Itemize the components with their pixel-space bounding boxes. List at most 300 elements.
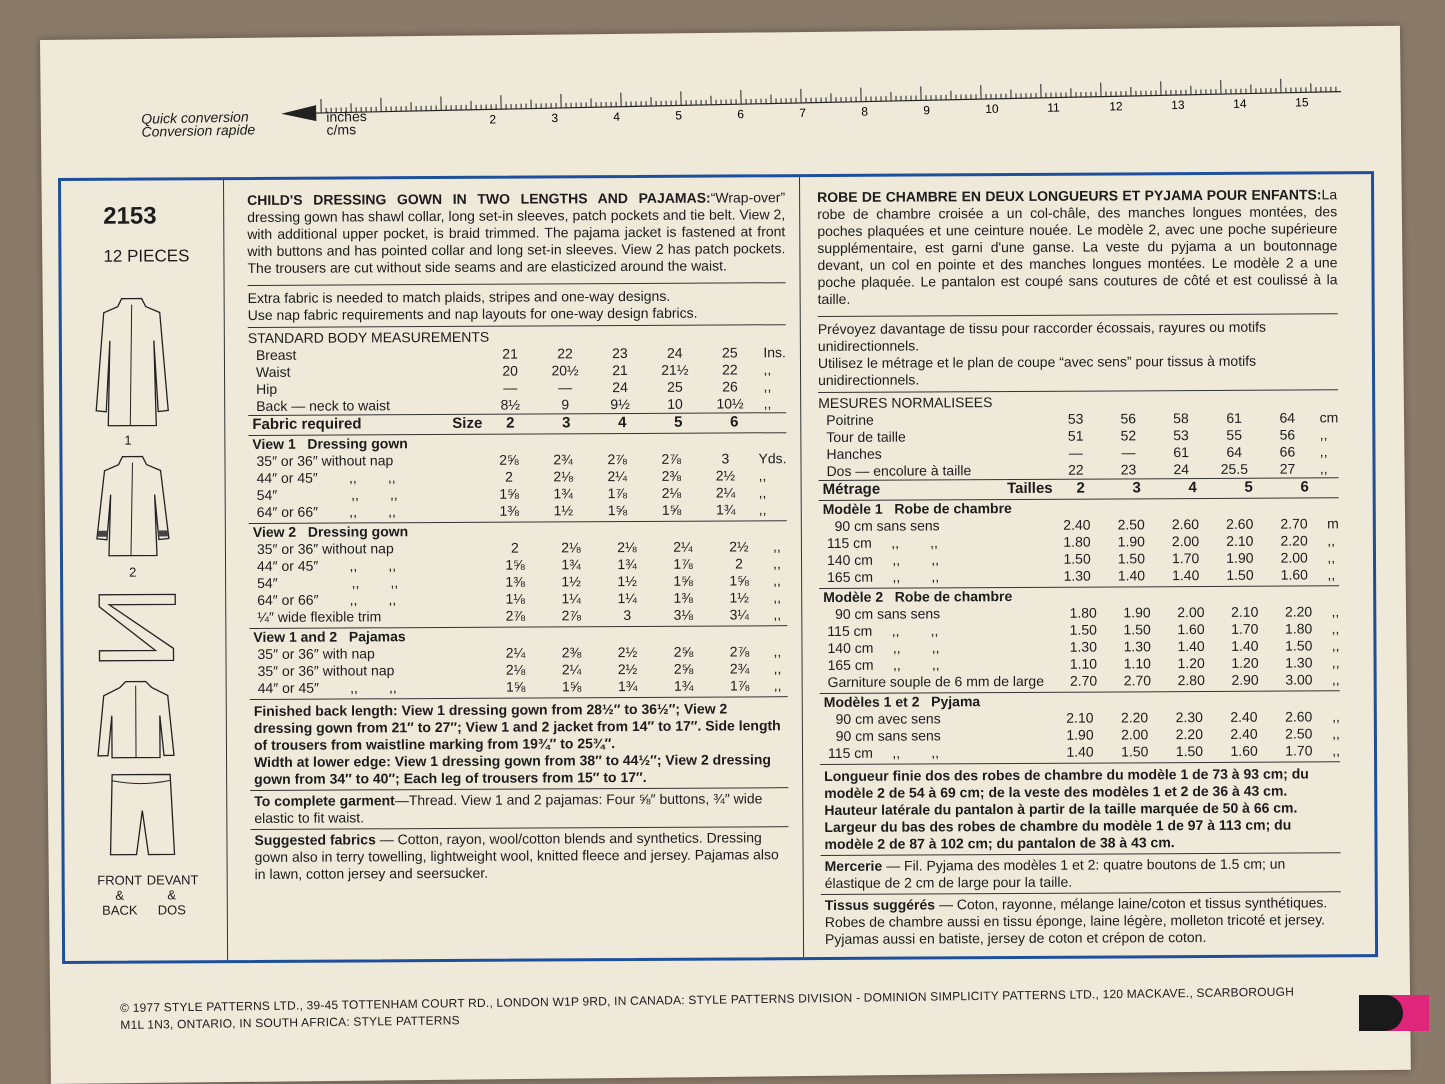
unit: ,,: [772, 538, 781, 555]
cell-value: 1⅝: [729, 572, 749, 589]
belt-sketch: [93, 590, 183, 665]
cell-value: 25: [667, 378, 683, 395]
size-label: Size: [452, 414, 483, 432]
cell-value: 9: [561, 396, 570, 413]
cell-value: 2⅜: [661, 467, 682, 484]
devant-dos-caption: [147, 872, 197, 917]
row-label: Hip: [256, 380, 278, 397]
cell-value: 64: [1279, 409, 1296, 426]
data-table: [248, 344, 786, 415]
notions: [821, 853, 1341, 892]
cell-value: 2: [510, 539, 519, 556]
row-label: 115 cm ,, ,,: [827, 744, 940, 761]
spacer: [762, 413, 786, 430]
view1-gown-sketch: [92, 290, 173, 430]
cell-value: 3⅛: [673, 606, 694, 623]
cell-value: 24: [666, 344, 683, 361]
cell-value: 1⅝: [561, 678, 582, 695]
ruler-label: 2: [489, 112, 497, 127]
cell-value: 1.50: [1123, 621, 1151, 638]
cell-value: 1.50: [1063, 550, 1091, 567]
cell-value: 1⅝: [673, 572, 693, 589]
pattern-number: 2153: [103, 202, 157, 230]
cell-value: 1⅝: [505, 678, 526, 695]
cell-value: 1¾: [561, 556, 581, 573]
cell-value: 53: [1173, 427, 1189, 444]
caption-line: FRONT: [97, 872, 143, 888]
cell-value: —: [1121, 444, 1136, 461]
cell-value: 10½: [716, 395, 744, 412]
unit: ,,: [758, 467, 767, 484]
cell-value: 2½: [715, 467, 736, 484]
cell-value: 2¼: [607, 468, 628, 485]
ruler-label: 4: [613, 109, 621, 124]
cell-value: 22: [557, 345, 573, 362]
cell-value: 1⅞: [607, 485, 628, 502]
cell-value: 1.40: [1117, 567, 1146, 584]
ruler-label: 3: [551, 111, 559, 126]
unit: ,,: [758, 501, 767, 518]
size-header: 3: [1132, 479, 1141, 497]
unit: ,,: [1319, 426, 1328, 443]
view2-gown-sketch: [92, 450, 173, 560]
row-label: 90 cm sans sens: [826, 517, 940, 534]
fabrics-text: — Coton, rayonne, mélange laine/coton et tissus synthétiques. Robes de chambre aussi en tissu éponge, laine légère, molleton tricoté et jersey. Pyjamas aussi en batiste, jersey de coton et crépon de coton.: [824, 894, 1328, 947]
table-row: [820, 671, 1340, 691]
data-table: [818, 409, 1338, 480]
cell-value: 21½: [661, 361, 689, 378]
cell-value: 1½: [553, 502, 574, 519]
cell-value: 1⅝: [505, 556, 525, 573]
cell-value: 2.80: [1177, 672, 1205, 689]
fabric-required: Métrage: [822, 480, 881, 499]
cell-value: 2.50: [1117, 516, 1145, 533]
unit: ,,: [1319, 443, 1328, 460]
fabrics-label: Suggested fabrics: [254, 831, 376, 848]
unit: ,,: [772, 555, 781, 572]
cell-value: 2.20: [1284, 603, 1313, 620]
size-header-row: [819, 478, 1339, 498]
cell-value: 1¾: [617, 677, 638, 695]
table-row: [249, 501, 787, 521]
data-table: [249, 521, 788, 626]
cell-value: 1.40: [1177, 638, 1205, 655]
cell-value: 1½: [617, 572, 637, 590]
size-header: 5: [674, 413, 683, 431]
description: [247, 177, 786, 277]
row-label: 35″ or 36″ without nap: [256, 540, 394, 557]
width-lower-edge: Largeur du bas des robes de chambre du modèle 1 de 97 à 113 cm; du modèle 2 de 87 à 102 cm; du pantalon de 38 à 43 cm.: [824, 816, 1292, 852]
cell-value: 2.60: [1226, 515, 1254, 532]
cell-value: 2: [505, 468, 513, 485]
unit: m: [1327, 515, 1339, 532]
cell-value: 2.60: [1284, 708, 1313, 725]
cell-value: 27: [1279, 460, 1296, 477]
cell-value: 24: [612, 379, 628, 396]
row-label: 54″ ,, ,,: [256, 486, 398, 503]
fabric-required-label: [248, 415, 482, 433]
cell-value: 22: [1068, 461, 1084, 478]
unit: ,,: [773, 572, 781, 589]
cell-value: 2: [735, 555, 743, 572]
caption-line: DEVANT: [146, 872, 199, 888]
ruler-label: 10: [985, 101, 999, 117]
unit: ,,: [773, 606, 782, 623]
cell-value: 56: [1120, 410, 1137, 427]
size-header: 5: [1244, 478, 1253, 496]
cell-value: 1.90: [1117, 533, 1145, 550]
cell-value: 2.90: [1231, 671, 1259, 688]
notions-label: Mercerie: [824, 857, 883, 874]
measurements-title: MESURES NORMALISEES: [818, 394, 993, 412]
description-text: La robe de chambre croisée a un col-châle, des manches longues montées, des poches plaquées et une ceinture nouée. Le modèle 2, avec une poche supérieure supplémentaire, est garni d'une ganse. La veste du pyjama a un boutonnage devant, un col en pointe et des manches longues montées. Le modèle 2 a une poche plaquée. Le pantalon est coupé sans coutures de côté et est coulissé à la taille.: [817, 186, 1338, 308]
cell-value: 56: [1279, 426, 1296, 443]
cell-value: 1.60: [1280, 566, 1308, 583]
cell-value: 2½: [617, 660, 638, 678]
cell-value: 64: [1226, 443, 1243, 460]
table-row: [819, 566, 1339, 586]
cell-value: 58: [1173, 410, 1189, 427]
cell-value: 2.70: [1069, 672, 1098, 689]
row-label: 165 cm ,, ,,: [827, 568, 940, 585]
row-label: ¼″ wide flexible trim: [257, 608, 382, 625]
row-label: 35″ or 36″ without nap: [256, 452, 394, 469]
row-label: 35″ or 36″ with nap: [257, 645, 375, 662]
cell-value: 3: [623, 607, 632, 624]
row-label: 140 cm ,, ,,: [826, 551, 940, 568]
size-header: 6: [1300, 478, 1309, 496]
size-header: 2: [1076, 479, 1085, 497]
cell-value: 1.40: [1172, 567, 1200, 584]
cell-value: 2.70: [1280, 515, 1308, 532]
cell-value: 2⅛: [661, 484, 682, 501]
row-label: Poitrine: [826, 411, 874, 428]
cell-value: 2.20: [1120, 709, 1149, 726]
cell-value: 3¼: [729, 606, 750, 623]
fig2-caption: 2: [129, 564, 137, 580]
cell-value: 2⅞: [607, 451, 627, 468]
data-table: [820, 691, 1340, 762]
cell-value: 9½: [610, 396, 630, 413]
unit: ,,: [1327, 566, 1336, 583]
cell-value: 2.00: [1280, 549, 1308, 566]
caption-line: &: [167, 887, 177, 903]
row-label: Hanches: [826, 445, 882, 462]
pajama-trousers-sketch: [104, 770, 179, 860]
cell-value: 2.40: [1230, 725, 1258, 742]
cell-value: 24: [1173, 461, 1190, 478]
cell-value: —: [1068, 444, 1083, 461]
cell-value: 2.10: [1066, 709, 1094, 726]
cell-value: 53: [1067, 410, 1084, 427]
ruler-label: 6: [737, 107, 745, 122]
title: CHILD'S DRESSING GOWN IN TWO LENGTHS AND PAJAMAS:: [247, 189, 711, 209]
unit: ,,: [773, 677, 782, 694]
cell-value: 1.50: [1117, 550, 1146, 567]
cell-value: 1.40: [1066, 743, 1094, 760]
finished-back-length: Longueur finie dos des robes de chambre du modèle 1 de 73 à 93 cm; du modèle 2 de 54 à 69 cm; de la veste des modèles 1 et 2 de 36 à 43 cm. Hauteur latérale du pantalon à partir de la taille marquée de 50 à 66 cm.: [824, 765, 1309, 818]
unit: ,,: [763, 378, 772, 395]
data-table: [819, 478, 1339, 498]
cell-value: 2.60: [1171, 516, 1200, 533]
cell-value: 1.30: [1063, 567, 1091, 584]
row-label: Breast: [255, 346, 297, 363]
fabrics-text: — Cotton, rayon, wool/cotton blends and synthetics. Dressing gown also in terry towelling, lightweight wool, knitted fleece and jersey. Pajamas also in lawn, cotton jersey and seersucker.: [254, 829, 779, 882]
cell-value: 2⅛: [505, 661, 526, 678]
unit: ,,: [1332, 742, 1341, 759]
caption-line: &: [115, 887, 125, 903]
cell-value: 2.10: [1231, 603, 1259, 620]
group-title: View 2 Dressing gown: [252, 523, 409, 540]
unit: ,,: [773, 643, 782, 660]
row-label: Tour de taille: [826, 428, 906, 445]
cell-value: 1⅝: [499, 485, 519, 502]
cell-value: 1.20: [1231, 654, 1259, 671]
unit: ,,: [1327, 532, 1336, 549]
row-label: Dos — encolure à taille: [826, 462, 972, 479]
cell-value: 1¼: [617, 589, 637, 607]
cell-value: 2⅞: [505, 607, 526, 624]
cell-value: 25.5: [1220, 460, 1249, 477]
row-label: 35″ or 36″ without nap: [257, 662, 395, 679]
cell-value: 2.20: [1280, 532, 1308, 549]
size-header-row: [248, 413, 786, 433]
row-label: 64″ or 66″ ,, ,,: [257, 591, 397, 608]
cell-value: 3.00: [1285, 671, 1313, 688]
size-header: 6: [730, 413, 739, 431]
group-title: Modèles 1 et 2 Pyjama: [823, 693, 981, 710]
notions-label: To complete garment: [254, 792, 395, 809]
cell-value: 1½: [729, 589, 749, 606]
cell-value: 1⅝: [661, 501, 682, 518]
cell-value: 1¾: [673, 677, 694, 694]
row-label: Waist: [255, 363, 291, 380]
ruler-label: 14: [1233, 96, 1247, 111]
front-back-caption: [95, 873, 145, 918]
cell-value: 1.50: [1175, 743, 1204, 760]
cell-value: 1.70: [1231, 620, 1259, 637]
fabrics-label: Tissus suggérés: [824, 896, 936, 913]
rule: [248, 282, 786, 286]
cell-value: 1.90: [1123, 604, 1151, 621]
cell-value: 2⅛: [561, 539, 581, 556]
unit: ,,: [1331, 671, 1340, 688]
row-label: 115 cm ,, ,,: [827, 622, 939, 639]
note1: Prévoyez davantage de tissu pour raccorder écossais, rayures ou motifs unidirectionnels.: [817, 318, 1267, 355]
size-header: 2: [506, 414, 515, 432]
cell-value: 2.00: [1120, 726, 1149, 743]
cell-value: 2¼: [673, 538, 693, 555]
notions-text: — Fil. Pyjama des modèles 1 et 2: quatre boutons de 1.5 cm; un élastique de 2 cm de large pour la taille.: [824, 855, 1286, 891]
row-label: 54″ ,, ,,: [257, 574, 399, 591]
instruction-panel: [58, 171, 1378, 964]
column-divider: [799, 177, 804, 957]
row-label: 140 cm ,, ,,: [827, 639, 940, 656]
row-label: 44″ or 45″ ,, ,,: [257, 679, 397, 696]
cell-value: 1.80: [1069, 604, 1097, 621]
cell-value: 1.50: [1285, 637, 1313, 654]
notions-text: —Thread. View 1 and 2 pajamas: Four ⅝″ buttons, ¾″ wide elastic to fit waist.: [254, 790, 763, 826]
cell-value: 1¾: [617, 555, 637, 573]
cell-value: 1.30: [1285, 654, 1313, 671]
fabric-required-label: [819, 480, 1053, 498]
unit: Yds.: [758, 450, 787, 467]
cell-value: 66: [1279, 443, 1296, 460]
unit: ,,: [1319, 460, 1328, 477]
cell-value: 20: [502, 362, 518, 379]
cell-value: 1.20: [1177, 655, 1205, 672]
spacer: [1333, 478, 1339, 495]
unit: cm: [1319, 409, 1339, 426]
cell-value: 23: [612, 345, 628, 362]
cell-value: 2.20: [1175, 726, 1204, 743]
cell-value: 51: [1067, 427, 1084, 444]
pieces-count: 12 PIECES: [103, 246, 190, 266]
cell-value: 2¼: [505, 644, 526, 661]
unit: ,,: [1332, 725, 1340, 742]
size-header: 4: [618, 414, 627, 432]
cell-value: 1.60: [1230, 742, 1258, 759]
row-label: Garniture souple de 6 mm de large: [827, 672, 1045, 690]
cell-value: 1.10: [1123, 655, 1151, 672]
cell-value: 1.40: [1231, 637, 1259, 654]
data-table: [249, 626, 787, 697]
cell-value: 61: [1173, 444, 1189, 461]
cell-value: 2.30: [1175, 709, 1203, 726]
cell-value: 1¾: [553, 485, 573, 502]
cell-value: 1½: [561, 573, 581, 590]
ruler-label: 5: [675, 108, 683, 123]
cell-value: 2⅜: [561, 644, 582, 661]
row-label: 90 cm sans sens: [827, 605, 941, 622]
cell-value: 26: [722, 378, 738, 395]
cell-value: 2.70: [1123, 672, 1152, 689]
group-title: View 1 Dressing gown: [252, 435, 408, 452]
cell-value: 2¼: [715, 484, 736, 501]
group-title: Modèle 1 Robe de chambre: [822, 500, 1012, 518]
cell-value: 1⅜: [673, 589, 693, 606]
english-column: [247, 177, 789, 883]
data-table: [248, 413, 786, 433]
fabric-required: Fabric required: [252, 415, 362, 433]
cell-value: 2.10: [1226, 532, 1254, 549]
cell-value: 2.40: [1230, 708, 1258, 725]
cell-value: 1⅝: [607, 502, 628, 519]
left-sidebar: [61, 180, 228, 961]
cell-value: 1.80: [1284, 620, 1313, 637]
unit: ,,: [1332, 708, 1340, 725]
caption-line: DOS: [157, 902, 186, 918]
cell-value: 1⅜: [505, 573, 525, 590]
cell-value: 10: [667, 395, 683, 412]
cell-value: 2¾: [553, 451, 573, 468]
cell-value: 2.00: [1177, 604, 1205, 621]
cell-value: 1.50: [1069, 621, 1097, 638]
cell-value: 2.00: [1171, 533, 1200, 550]
cell-value: 1.10: [1069, 655, 1098, 672]
cell-value: 2⅝: [673, 660, 694, 677]
cell-value: 8½: [500, 396, 521, 413]
row-label: 44″ or 45″ ,, ,,: [256, 557, 397, 574]
suggested-fabrics: [821, 892, 1341, 948]
cell-value: 1.80: [1063, 533, 1091, 550]
publisher-logo: [1359, 995, 1429, 1031]
ruler-label: 15: [1295, 95, 1309, 110]
finished-back-length: Finished back length: View 1 dressing gown from 28½″ to 36½″; View 2 dressing gown from 21″ to 27″; View 1 and 2 jacket from 14″ to 17″. Side length of trousers from waistline marking from 19¾″ to 25¾″.: [253, 700, 781, 753]
cell-value: 22: [722, 361, 738, 378]
cell-value: 2⅝: [673, 643, 694, 660]
description: [817, 174, 1338, 308]
cell-value: 1⅞: [729, 677, 750, 694]
cell-value: 1.50: [1226, 566, 1254, 583]
cell-value: 2½: [729, 538, 749, 555]
notions: [250, 788, 788, 827]
table-row: [250, 677, 788, 697]
rule: [818, 313, 1338, 317]
cell-value: 52: [1120, 427, 1137, 444]
cell-value: 1.70: [1285, 742, 1313, 759]
row-label: Back — neck to waist: [256, 397, 391, 414]
cell-value: 2¾: [729, 660, 750, 677]
row-label: 90 cm sans sens: [827, 727, 941, 744]
unit: ,,: [758, 484, 767, 501]
cell-value: 21: [612, 362, 628, 379]
pajama-jacket-sketch: [94, 675, 179, 765]
cell-value: —: [503, 379, 518, 396]
cell-value: 21: [502, 345, 518, 362]
cell-value: 1⅜: [499, 502, 519, 519]
ruler-label: 11: [1047, 100, 1060, 115]
cell-value: 1.30: [1069, 638, 1098, 655]
unit: ,,: [1331, 637, 1340, 654]
cell-value: 2⅛: [617, 538, 637, 556]
cell-value: 2⅞: [561, 607, 582, 624]
cell-value: 1¼: [561, 590, 581, 607]
data-table: [819, 498, 1339, 586]
cell-value: 2.40: [1063, 516, 1091, 533]
title: ROBE DE CHAMBRE EN DEUX LONGUEURS ET PYJAMA POUR ENFANTS:: [817, 186, 1322, 206]
suggested-fabrics: [250, 827, 788, 883]
cell-value: 3: [721, 450, 730, 467]
group-title: View 1 and 2 Pajamas: [253, 628, 406, 645]
cell-value: 2.50: [1285, 725, 1313, 742]
size-header: 4: [1188, 479, 1197, 497]
cell-value: 1.60: [1177, 621, 1205, 638]
caption-line: BACK: [102, 902, 138, 918]
cell-value: 55: [1226, 426, 1242, 443]
quick-conversion-label: Quick conversion Conversion rapide: [141, 108, 256, 140]
unit: ,,: [1331, 654, 1340, 671]
unit: ,,: [763, 395, 772, 412]
width-lower-edge: Width at lower edge: View 1 dressing gown from 38″ to 44½″; View 2 dressing gown from 34″ to 40″; Each leg of trousers from 15″ to 17″.: [254, 751, 772, 787]
row-label: 44″ or 45″ ,, ,,: [256, 469, 396, 486]
cell-value: 2⅛: [553, 468, 573, 485]
ruler-label: 7: [799, 105, 807, 120]
cell-value: 1.50: [1121, 743, 1149, 760]
copyright-notice: © 1977 STYLE PATTERNS LTD., 39-45 TOTTENHAM COURT RD., LONDON W1P 9RD, IN CANADA: STYLE PATTERNS DIVISION - DOMINION SIMPLICITY PATTERNS LTD., 120 MACKAVE., SCARBOROUGH M1L 1N3, ONTARIO, IN SOUTH AFRICA: STYLE PATTERNS: [120, 984, 1295, 1032]
ruler-label: 8: [861, 104, 869, 119]
note1: Extra fabric is needed to match plaids, stripes and one-way designs.: [247, 287, 671, 307]
ruler-label: 12: [1109, 99, 1123, 114]
row-label: 64″ or 66″ ,, ,,: [256, 503, 396, 520]
cell-value: 1⅛: [505, 590, 525, 607]
ruler-label: 13: [1171, 97, 1185, 113]
unit: ,,: [1327, 549, 1336, 566]
cell-value: 2⅞: [729, 643, 750, 660]
cell-value: 20½: [551, 362, 579, 379]
cell-value: —: [558, 379, 573, 396]
cell-value: 23: [1120, 461, 1137, 478]
